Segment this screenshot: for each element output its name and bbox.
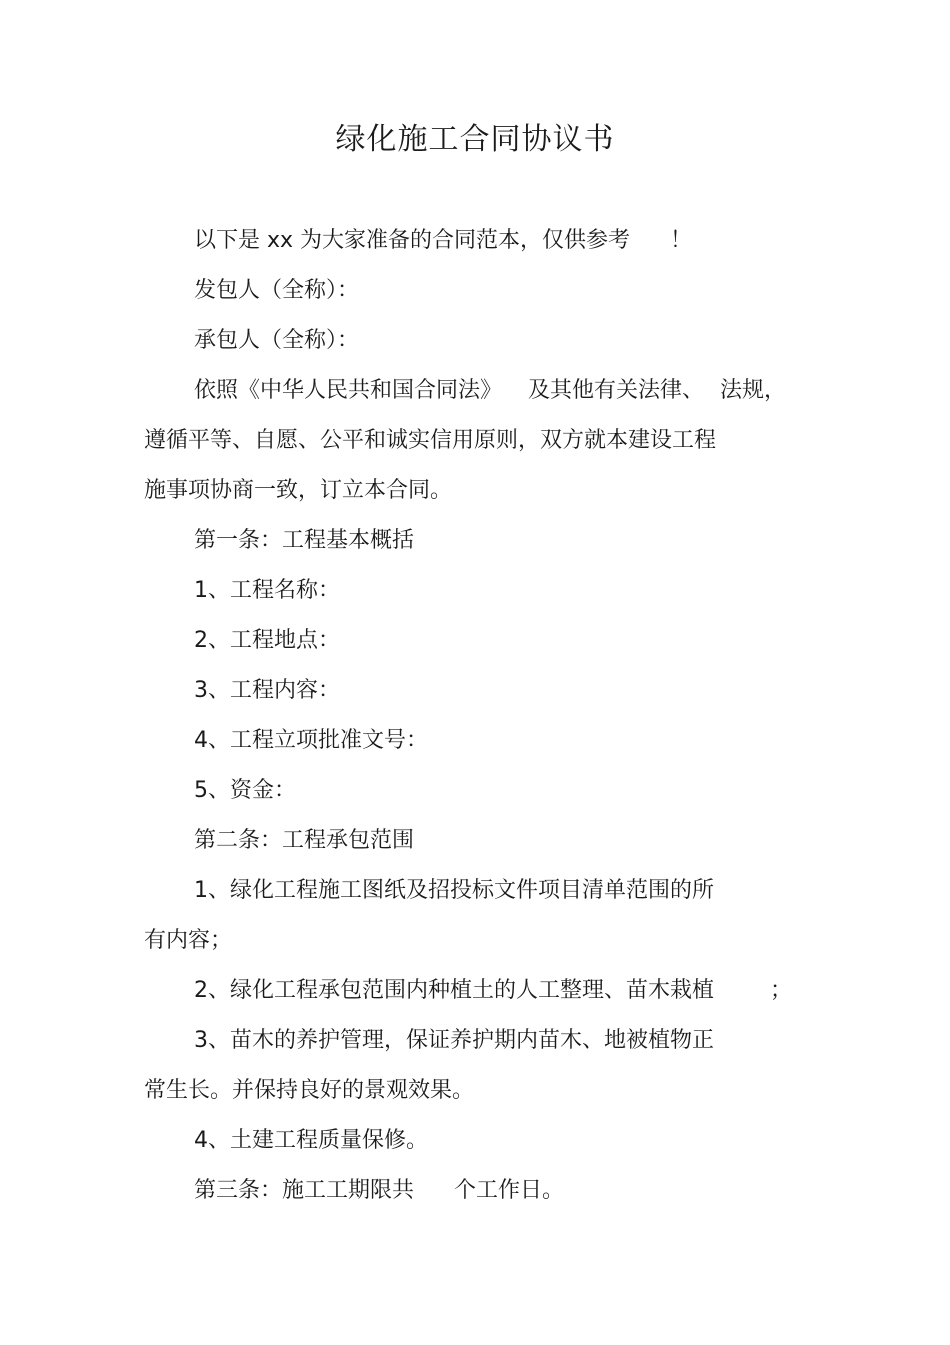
article-1-item-5: 5、资金： xyxy=(194,778,296,803)
article-2-item-1: 1、绿化工程施工图纸及招投标文件项目清单范围的所 xyxy=(194,878,714,903)
article-3-text: 第三条：施工工期限共 xyxy=(194,1178,415,1203)
article-2-item-2-end: ； xyxy=(770,978,793,1003)
article-1-heading: 第一条：工程基本概括 xyxy=(194,528,415,553)
article-2-heading: 第二条：工程承包范围 xyxy=(194,828,415,853)
article-3-heading xyxy=(194,1176,564,1206)
basis-regs: 法规， xyxy=(720,378,787,403)
article-2-item-2-text: 2、绿化工程承包范围内种植土的人工整理、苗木栽植 xyxy=(194,978,714,1003)
intro-exclaim: ！ xyxy=(670,228,693,253)
article-1-item-2: 2、工程地点： xyxy=(194,628,340,653)
basis-line xyxy=(194,376,786,406)
contractor-line: 承包人（全称）： xyxy=(194,328,360,353)
article-3-days: 个工作日。 xyxy=(454,1178,565,1203)
article-2-item-3-cont: 常生长。并保持良好的景观效果。 xyxy=(144,1078,475,1103)
article-1-item-1: 1、工程名称： xyxy=(194,578,340,603)
intro-line xyxy=(194,226,692,256)
document-title: 绿化施工合同协议书 xyxy=(335,122,615,157)
intro-text: 以下是 xx 为大家准备的合同范本，仅供参考 xyxy=(194,228,631,253)
employer-line: 发包人（全称）： xyxy=(194,278,360,303)
article-2-item-2 xyxy=(194,976,792,1006)
article-2-item-1-cont: 有内容； xyxy=(144,928,233,953)
article-2-item-3: 3、苗木的养护管理，保证养护期内苗木、地被植物正 xyxy=(194,1028,714,1053)
basis-other: 及其他有关法律、 xyxy=(528,378,705,403)
basis-law: 依照《中华人民共和国合同法》 xyxy=(194,378,503,403)
article-2-item-4: 4、土建工程质量保修。 xyxy=(194,1128,428,1153)
article-1-item-4: 4、工程立项批准文号： xyxy=(194,728,428,753)
principle-line: 遵循平等、自愿、公平和诚实信用原则，双方就本建设工程 xyxy=(144,428,717,453)
agreement-line: 施事项协商一致，订立本合同。 xyxy=(144,478,453,503)
article-1-item-3: 3、工程内容： xyxy=(194,678,340,703)
